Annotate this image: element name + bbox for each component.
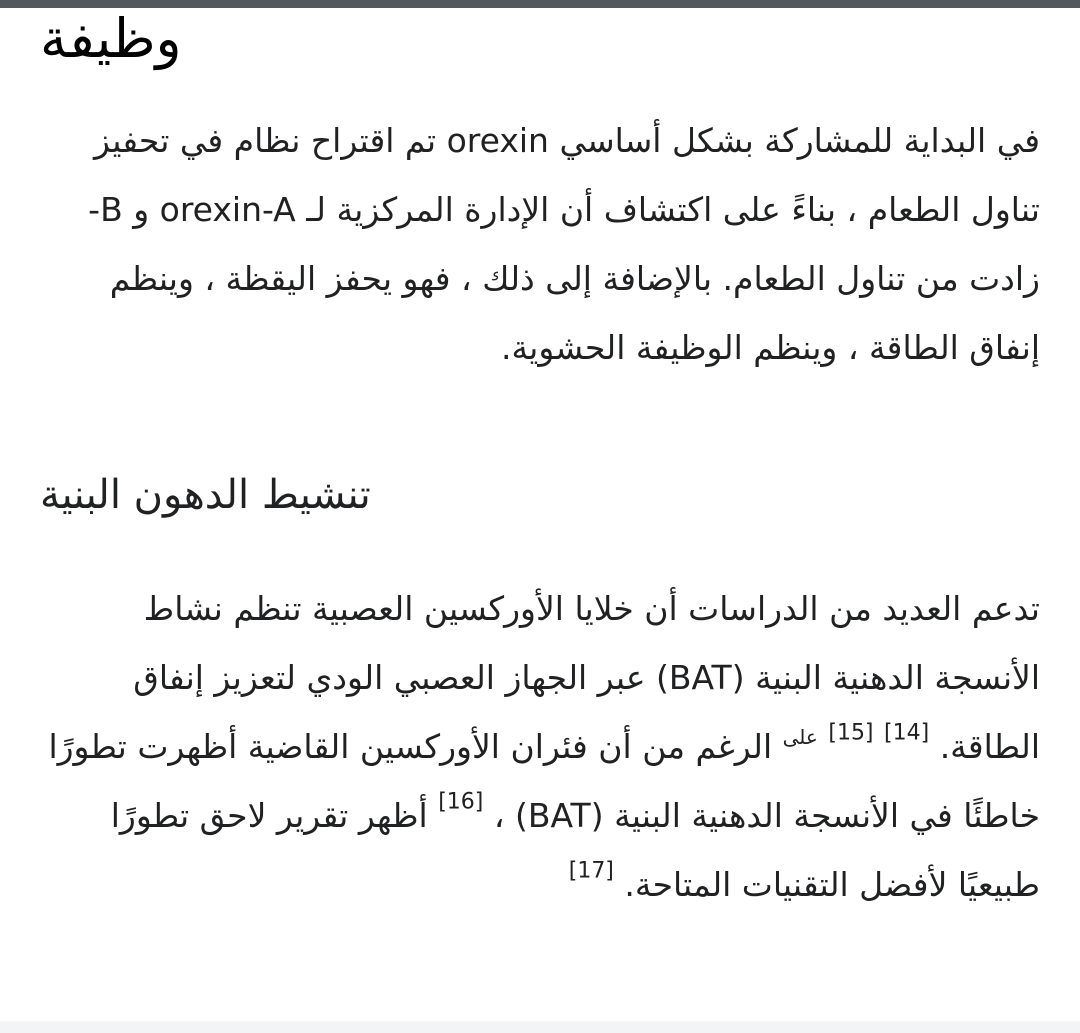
paragraph-text: الرغم من أن فئران الأوركسين القاضية أظهرت تطورًا خاطئًا في الأنسجة الدهنية البنية	[48, 727, 1040, 835]
paragraph-text: تدعم العديد من الدراسات أن خلايا الأوركسين العصبية تنظم نشاط الأنسجة الدهنية البنية	[143, 589, 1040, 697]
section-heading-brown-fat: تنشيط الدهون البنية	[40, 472, 371, 518]
reference-17[interactable]: [17]	[568, 858, 614, 884]
paragraph-text: زادت من تناول الطعام. بالإضافة إلى ذلك ، فهو يحفز اليقظة ، وينظم إنفاق الطاقة ، وينظم الوظيفة الحشوية.	[109, 259, 1040, 367]
bottom-strip	[0, 1021, 1080, 1033]
bat-abbreviation: (BAT)	[515, 796, 604, 835]
paragraph-text: تم اقتراح نظام في تحفيز تناول الطعام ، بناءً على اكتشاف أن الإدارة المركزية لـ	[94, 121, 1040, 229]
paragraph-text: عبر الجهاز العصبي الودي لتعزيز إنفاق الطاقة.	[133, 658, 1040, 766]
bat-abbreviation: (BAT)	[656, 658, 745, 697]
orexin-a-link[interactable]: orexin-A	[159, 190, 296, 229]
reference-14[interactable]: [14]	[884, 720, 930, 746]
paragraph-text: ،	[483, 796, 516, 835]
orexin-b-term: -B	[88, 190, 123, 229]
superscript-word: على	[782, 725, 818, 749]
orexin-link[interactable]: orexin	[446, 121, 549, 160]
section-paragraph-function	[40, 106, 1040, 382]
paragraph-text: أظهر تقرير لاحق تطورًا طبيعيًا لأفضل التقنيات المتاحة.	[110, 796, 1040, 904]
section-heading-function: وظيفة	[40, 7, 182, 70]
paragraph-text: و	[122, 190, 160, 229]
section-paragraph-brown-fat	[40, 574, 1040, 919]
paragraph-text: في البداية للمشاركة بشكل أساسي	[548, 121, 1040, 160]
reference-15[interactable]: [15]	[828, 720, 874, 746]
reference-16[interactable]: [16]	[438, 789, 484, 815]
